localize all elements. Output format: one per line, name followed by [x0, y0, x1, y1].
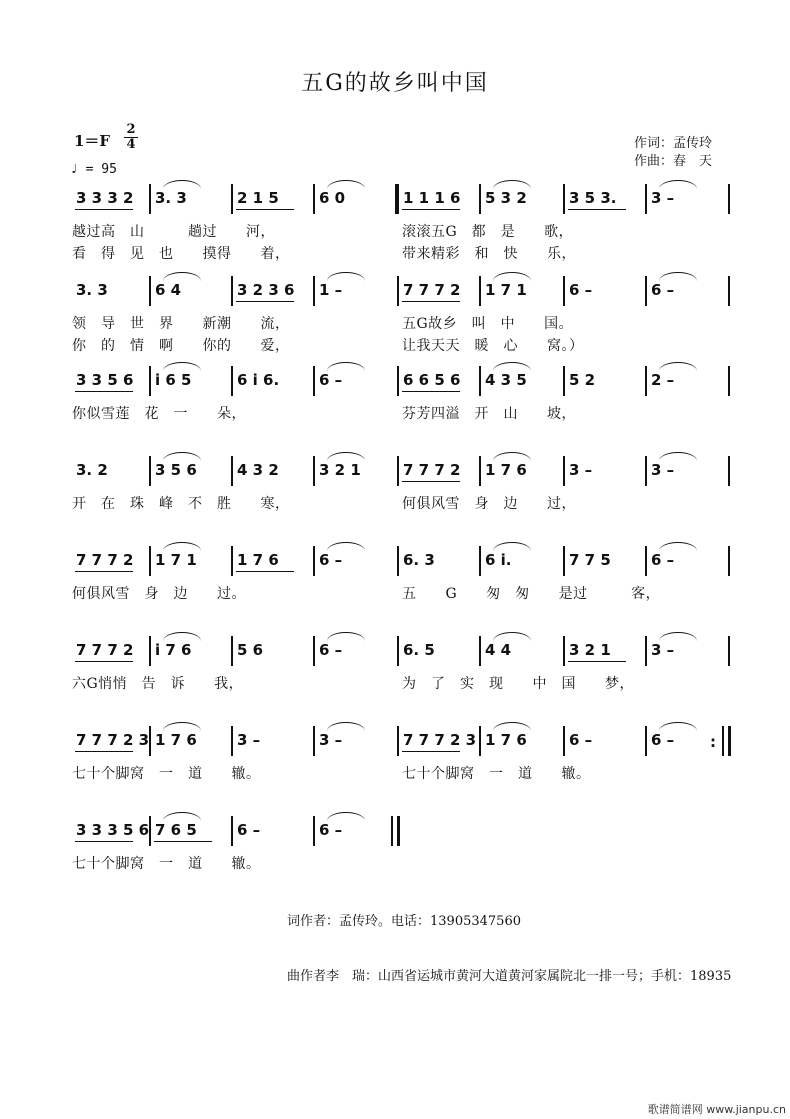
bar-line — [728, 456, 730, 486]
slur-mark — [163, 812, 201, 821]
lyricist-contact: 词作者：孟传玲。电话：13905347560 — [287, 914, 521, 929]
bar-line — [149, 456, 151, 486]
lyric-line: 五G故乡 叫 中 国。 — [402, 316, 574, 332]
lyric-line: 五 G 匆 匆 是过 客， — [402, 586, 661, 602]
bar-line — [722, 726, 724, 756]
measure-notes: 1 7 6 — [485, 461, 527, 479]
slur-mark — [493, 542, 531, 551]
bar-line — [149, 276, 151, 306]
measure-notes: 6 i 6. — [237, 371, 280, 389]
bar-line — [563, 456, 565, 486]
measure-notes: 6 – — [569, 731, 593, 749]
measure-notes: 6 – — [319, 821, 343, 839]
slur-mark — [163, 722, 201, 731]
bar-line — [728, 546, 730, 576]
measure-notes: 7 7 7 2 3 — [403, 731, 477, 749]
measure-notes: 3 – — [237, 731, 261, 749]
bar-line — [479, 184, 481, 214]
lyric-line: 让我天天 暖 心 窝。） — [402, 338, 584, 354]
beam-line — [75, 209, 133, 210]
meter-top: 2 — [126, 122, 136, 137]
beam-line — [402, 481, 460, 482]
lyric-line: 开 在 珠 峰 不 胜 寒， — [72, 496, 290, 512]
bar-line — [149, 816, 151, 846]
bar-line — [645, 366, 647, 396]
quarter-note-icon: ♩ — [70, 162, 78, 177]
lyric-line: 为 了 实 现 中 国 梦， — [402, 676, 634, 692]
composer-contact: 曲作者李 瑞：山西省运城市黄河大道黄河家属院北一排一号；手机：18935 — [287, 969, 732, 984]
beam-line — [402, 751, 460, 752]
bar-line — [313, 726, 315, 756]
bar-line — [313, 636, 315, 666]
measure-notes: 1 1 1 6 — [403, 189, 461, 207]
bar-line — [563, 636, 565, 666]
measure-notes: 3 3 3 5 6 — [76, 821, 150, 839]
key-signature: 1＝F — [74, 132, 111, 150]
composer-credit: 作曲：春 天 — [634, 154, 713, 169]
bar-line — [479, 636, 481, 666]
lyric-line: 你 的 情 啊 你的 爱， — [72, 338, 290, 354]
measure-notes: 5 3 2 — [485, 189, 527, 207]
slur-mark — [493, 632, 531, 641]
bar-line — [231, 366, 233, 396]
bar-line — [397, 184, 399, 214]
bar-line — [479, 366, 481, 396]
bar-line — [313, 276, 315, 306]
measure-notes: 3 3 3 2 — [76, 189, 134, 207]
beam-line — [75, 391, 133, 392]
measure-notes: 7 7 7 2 — [403, 461, 461, 479]
bar-line — [728, 636, 730, 666]
beam-line — [154, 841, 212, 842]
measure-notes: 7 7 7 2 3 — [76, 731, 150, 749]
measure-notes: 3 2 1 — [319, 461, 361, 479]
bar-line — [231, 276, 233, 306]
lyric-line: 滚滚五G 都 是 歌， — [402, 224, 574, 240]
lyric-line: 七十个脚窝 一 道 辙。 — [72, 766, 261, 782]
watermark: 歌谱简谱网 www.jianpu.cn — [647, 1103, 786, 1116]
measure-notes: 6 – — [319, 641, 343, 659]
bar-line — [231, 816, 233, 846]
bar-line — [645, 456, 647, 486]
page-title: 五G的故乡叫中国 — [301, 71, 489, 96]
measure-notes: 6 – — [237, 821, 261, 839]
lyric-line: 领 导 世 界 新潮 流， — [72, 316, 290, 332]
beam-line — [402, 391, 460, 392]
bar-line — [397, 636, 399, 666]
slur-mark — [327, 362, 365, 371]
bar-line — [397, 366, 399, 396]
measure-notes: 3 – — [651, 189, 675, 207]
slur-mark — [659, 180, 697, 189]
beam-line — [402, 209, 460, 210]
bar-line — [479, 546, 481, 576]
measure-notes: 4 3 5 — [485, 371, 527, 389]
slur-mark — [327, 722, 365, 731]
slur-mark — [659, 452, 697, 461]
lyric-line: 芬芳四溢 开 山 坡， — [402, 406, 576, 422]
bar-line — [645, 726, 647, 756]
slur-mark — [163, 272, 201, 281]
measure-notes: 1 7 6 — [485, 731, 527, 749]
slur-mark — [493, 452, 531, 461]
measure-notes: 6 – — [651, 731, 675, 749]
bar-line — [645, 184, 647, 214]
measure-notes: 1 – — [319, 281, 343, 299]
bar-line — [728, 184, 730, 214]
slur-mark — [659, 542, 697, 551]
lyric-line: 带来精彩 和 快 乐， — [402, 246, 576, 262]
measure-notes: 7 7 7 2 — [403, 281, 461, 299]
slur-mark — [659, 362, 697, 371]
beam-line — [75, 751, 133, 752]
measure-notes: 6 – — [651, 281, 675, 299]
lyric-line: 六G悄悄 告 诉 我， — [72, 676, 244, 692]
measure-notes: 1 7 6 — [237, 551, 279, 569]
bar-line — [149, 726, 151, 756]
measure-notes: 7 7 5 — [569, 551, 611, 569]
measure-notes: 3 – — [651, 461, 675, 479]
slur-mark — [659, 632, 697, 641]
bar-line — [149, 546, 151, 576]
bar-line — [563, 546, 565, 576]
slur-mark — [493, 722, 531, 731]
bar-line — [397, 276, 399, 306]
measure-notes: 6. 3 — [403, 551, 435, 569]
measure-notes: 6 – — [651, 551, 675, 569]
bar-line — [397, 816, 400, 846]
measure-notes: 6 – — [569, 281, 593, 299]
measure-notes: 2 1 5 — [237, 189, 279, 207]
measure-notes: 3. 3 — [155, 189, 187, 207]
slur-mark — [327, 452, 365, 461]
lyric-line: 何俱风雪 身 边 过， — [402, 496, 576, 512]
bar-line — [645, 546, 647, 576]
bar-line — [645, 276, 647, 306]
measure-notes: 5 2 — [569, 371, 596, 389]
bar-line — [645, 636, 647, 666]
measure-notes: 3 2 1 — [569, 641, 611, 659]
bar-line — [231, 726, 233, 756]
measure-notes: 7 7 7 2 — [76, 641, 134, 659]
measure-notes: 4 3 2 — [237, 461, 279, 479]
slur-mark — [163, 542, 201, 551]
slur-mark — [493, 180, 531, 189]
bar-line — [728, 366, 730, 396]
measure-notes: i 7 6 — [155, 641, 192, 659]
measure-notes: 6 4 — [155, 281, 182, 299]
beam-line — [236, 301, 294, 302]
slur-mark — [163, 632, 201, 641]
measure-notes: 6 6 5 6 — [403, 371, 461, 389]
measure-notes: 6 i. — [485, 551, 512, 569]
measure-notes: 3 3 5 6 — [76, 371, 134, 389]
beam-line — [75, 571, 133, 572]
bar-line — [391, 816, 393, 846]
measure-notes: 3 – — [651, 641, 675, 659]
measure-notes: 3 – — [569, 461, 593, 479]
bar-line — [397, 546, 399, 576]
beam-line — [236, 571, 294, 572]
bar-line — [231, 184, 233, 214]
slur-mark — [659, 722, 697, 731]
slur-mark — [659, 272, 697, 281]
measure-notes: 7 6 5 — [155, 821, 197, 839]
measure-notes: i 6 5 — [155, 371, 192, 389]
measure-notes: 7 7 7 2 — [76, 551, 134, 569]
bar-line — [728, 726, 731, 756]
lyric-line: 越过高 山 趟过 河， — [72, 224, 275, 240]
beam-line — [568, 209, 626, 210]
bar-line — [728, 276, 730, 306]
bar-line — [563, 184, 565, 214]
lyricist-credit: 作词：孟传玲 — [634, 136, 713, 151]
measure-notes: 3 5 6 — [155, 461, 197, 479]
measure-notes: 3 5 3. — [569, 189, 617, 207]
bar-line — [479, 276, 481, 306]
bar-line — [313, 816, 315, 846]
lyric-line: 你似雪莲 花 一 朵， — [72, 406, 246, 422]
slur-mark — [493, 362, 531, 371]
slur-mark — [163, 452, 201, 461]
bar-line — [149, 366, 151, 396]
slur-mark — [327, 542, 365, 551]
beam-line — [236, 209, 294, 210]
bar-line — [563, 726, 565, 756]
lyric-line: 七十个脚窝 一 道 辙。 — [402, 766, 591, 782]
tempo-value: = 95 — [85, 162, 117, 177]
meter-bottom: 4 — [124, 137, 138, 152]
bar-line — [313, 456, 315, 486]
slur-mark — [327, 180, 365, 189]
bar-line — [395, 184, 397, 214]
slur-mark — [163, 362, 201, 371]
measure-notes: 6 – — [319, 371, 343, 389]
measure-notes: 3 2 3 6 — [237, 281, 295, 299]
measure-notes: 1 7 1 — [485, 281, 527, 299]
slur-mark — [163, 180, 201, 189]
slur-mark — [327, 632, 365, 641]
lyric-line: 七十个脚窝 一 道 辙。 — [72, 856, 261, 872]
measure-notes: 1 7 1 — [155, 551, 197, 569]
measure-notes: 4 4 — [485, 641, 512, 659]
measure-notes: 6 0 — [319, 189, 346, 207]
measure-notes: 5 6 — [237, 641, 264, 659]
measure-notes: 2 – — [651, 371, 675, 389]
lyric-line: 何俱风雪 身 边 过。 — [72, 586, 246, 602]
measure-notes: 6 – — [319, 551, 343, 569]
slur-mark — [493, 272, 531, 281]
measure-notes: 3. 3 — [76, 281, 108, 299]
slur-mark — [327, 272, 365, 281]
lyric-line: 看 得 见 也 摸得 着， — [72, 246, 290, 262]
beam-line — [75, 841, 133, 842]
bar-line — [479, 726, 481, 756]
bar-line — [397, 726, 399, 756]
beam-line — [75, 661, 133, 662]
bar-line — [397, 456, 399, 486]
beam-line — [568, 661, 626, 662]
bar-line — [313, 546, 315, 576]
measure-notes: 3. 2 — [76, 461, 108, 479]
bar-line — [563, 276, 565, 306]
bar-line — [149, 636, 151, 666]
bar-line — [231, 636, 233, 666]
repeat-sign: : — [710, 733, 716, 751]
bar-line — [563, 366, 565, 396]
bar-line — [479, 456, 481, 486]
bar-line — [231, 456, 233, 486]
bar-line — [313, 366, 315, 396]
beam-line — [402, 301, 460, 302]
measure-notes: 6. 5 — [403, 641, 435, 659]
bar-line — [149, 184, 151, 214]
bar-line — [231, 546, 233, 576]
measure-notes: 3 – — [319, 731, 343, 749]
bar-line — [313, 184, 315, 214]
measure-notes: 1 7 6 — [155, 731, 197, 749]
slur-mark — [327, 812, 365, 821]
